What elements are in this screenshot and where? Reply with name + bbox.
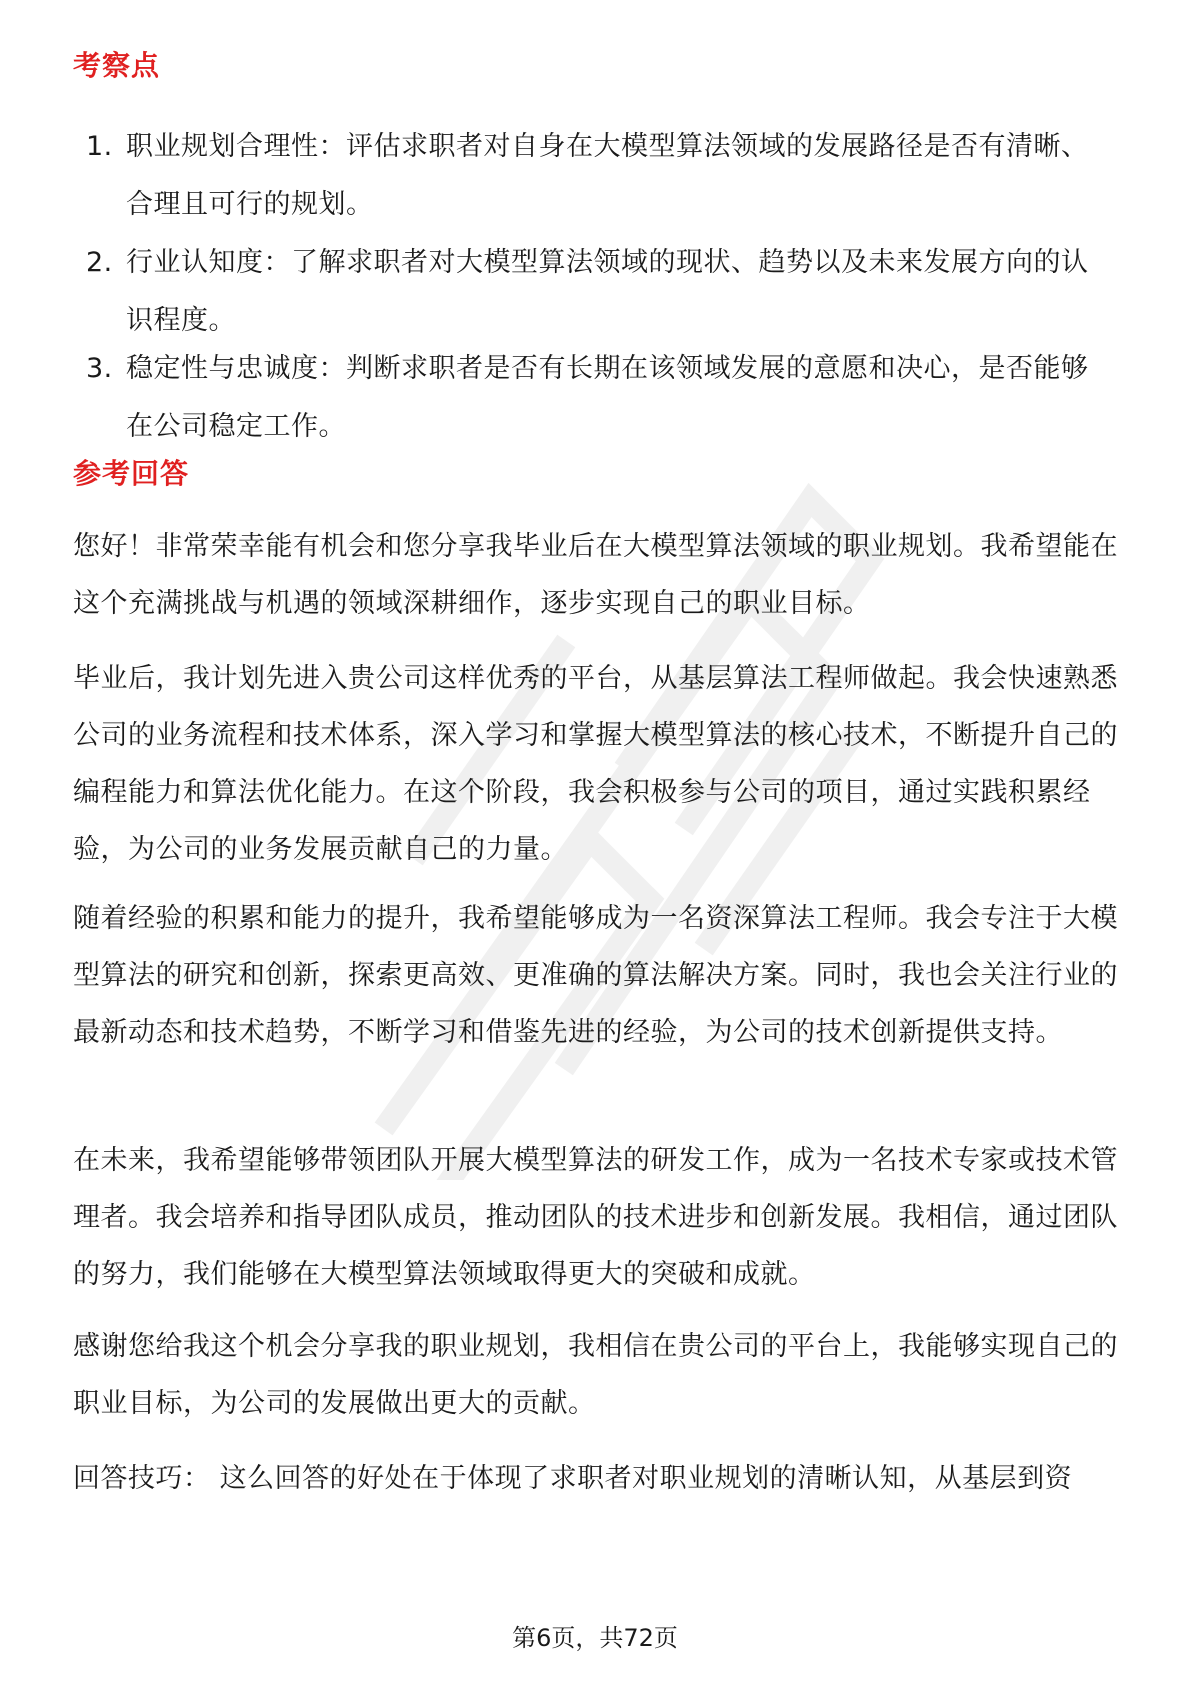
list-item (70, 234, 1110, 340)
paragraph: 感谢您给我这个机会分享我的职业规划，我相信在贵公司的平台上，我能够实现自己的职业目标，为公司的发展做出更大的贡献。 (73, 1331, 1118, 1419)
list-number: 2. (86, 247, 113, 278)
page-number: 第6页，共72页 (512, 1624, 678, 1652)
paragraph: 随着经验的积累和能力的提升，我希望能够成为一名资深算法工程师。我会专注于大模型算法的研究和创新，探索更高效、更准确的算法解决方案。同时，我也会关注行业的最新动态和技术趋势，不断学习和借鉴先进的经验，为公司的技术创新提供支持。 (73, 903, 1118, 1048)
points-list (70, 118, 1110, 450)
paragraph: 毕业后，我计划先进入贵公司这样优秀的平台，从基层算法工程师做起。我会快速熟悉公司的业务流程和技术体系，深入学习和掌握大模型算法的核心技术，不断提升自己的编程能力和算法优化能力。在这个阶段，我会积极参与公司的项目，通过实践积累经验，为公司的业务发展贡献自己的力量。 (73, 663, 1118, 865)
list-item (70, 340, 1110, 450)
paragraph: 回答技巧： 这么回答的好处在于体现了求职者对职业规划的清晰认知，从基层到资 (73, 1463, 1073, 1494)
list-number: 1. (86, 131, 113, 162)
answer-heading: 参考回答 (73, 457, 190, 490)
paragraph: 您好！非常荣幸能有机会和您分享我毕业后在大模型算法领域的职业规划。我希望能在这个充满挑战与机遇的领域深耕细作，逐步实现自己的职业目标。 (73, 531, 1118, 619)
paragraph: 在未来，我希望能够带领团队开展大模型算法的研发工作，成为一名技术专家或技术管理者。我会培养和指导团队成员，推动团队的技术进步和创新发展。我相信，通过团队的努力，我们能够在大模型算法领域取得更大的突破和成就。 (73, 1145, 1118, 1290)
list-text: 行业认知度：了解求职者对大模型算法领域的现状、趋势以及未来发展方向的认识程度。 (126, 247, 1089, 336)
list-item (70, 118, 1110, 234)
list-text: 稳定性与忠诚度：判断求职者是否有长期在该领域发展的意愿和决心，是否能够在公司稳定工作。 (126, 353, 1089, 442)
list-text: 职业规划合理性：评估求职者对自身在大模型算法领域的发展路径是否有清晰、合理且可行的规划。 (126, 131, 1089, 220)
list-number: 3. (86, 353, 113, 384)
points-heading: 考察点 (73, 49, 161, 82)
